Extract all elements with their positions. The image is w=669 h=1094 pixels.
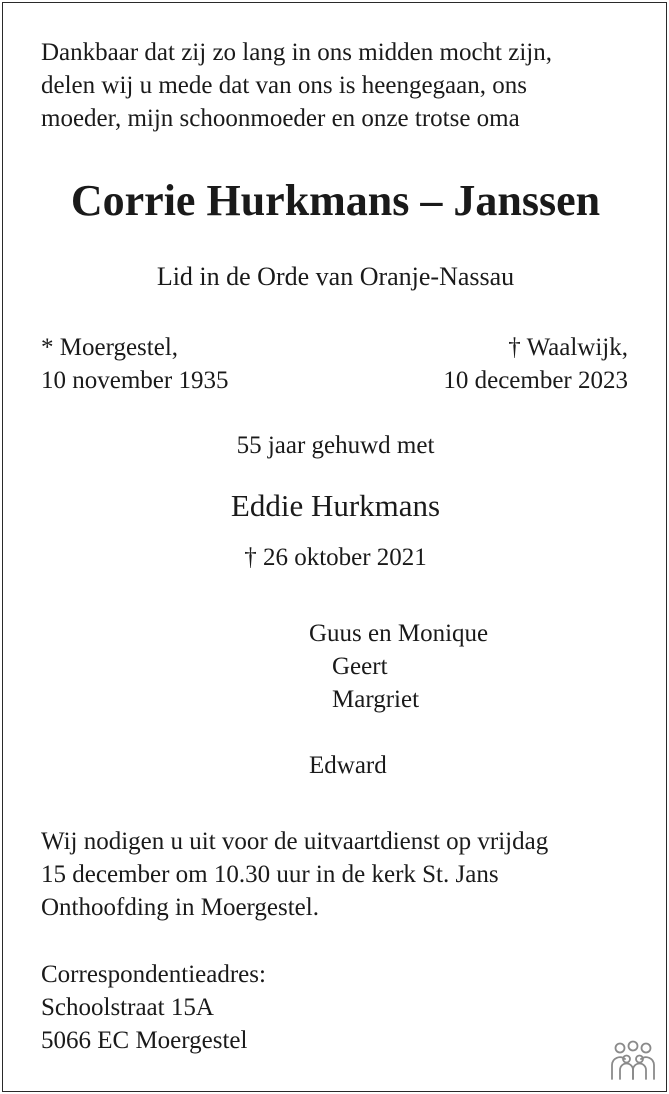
- intro-text: [41, 36, 552, 135]
- family-couple: Guus en Monique: [309, 620, 489, 647]
- birth-place: * Moergestel,: [41, 334, 179, 361]
- intro-line: moeder, mijn schoonmoeder en onze trotse oma: [41, 105, 520, 132]
- spouse-death-date: † 26 oktober 2021: [244, 544, 427, 571]
- address-street: Schoolstraat 15A: [41, 994, 214, 1021]
- death-date: 10 december 2023: [443, 367, 628, 394]
- correspondence-address: [41, 958, 266, 1057]
- intro-line: delen wij u mede dat van ons is heengegaan, ons: [41, 72, 527, 99]
- intro-line: Dankbaar dat zij zo lang in ons midden mocht zijn,: [41, 39, 552, 66]
- family-list: [309, 617, 488, 782]
- address-postal-city: 5066 EC Moergestel: [41, 1027, 248, 1054]
- married-text: 55 jaar gehuwd met: [236, 432, 435, 459]
- family-spacer: [309, 716, 488, 749]
- birth-info: [41, 331, 228, 397]
- service-line: Onthoofding in Moergestel.: [41, 894, 319, 921]
- deceased-name: Corrie Hurkmans – Janssen: [70, 176, 601, 225]
- service-line: 15 december om 10.30 uur in de kerk St. Jans: [41, 861, 499, 888]
- death-info: [443, 331, 628, 397]
- service-line: Wij nodigen u uit voor de uitvaartdienst op vrijdag: [41, 828, 549, 855]
- obituary-card: [2, 2, 667, 1092]
- spouse-name: Eddie Hurkmans: [230, 488, 441, 523]
- grandchild-name: Margriet: [332, 686, 420, 713]
- family-single: Edward: [309, 752, 387, 779]
- service-info: [41, 825, 548, 924]
- distinction-text: Lid in de Orde van Oranje-Nassau: [156, 262, 515, 291]
- correspondence-label: Correspondentieadres:: [41, 961, 266, 988]
- grandchild-name: Geert: [332, 653, 388, 680]
- death-place: † Waalwijk,: [508, 334, 628, 361]
- birth-date: 10 november 1935: [41, 367, 229, 394]
- family-people-icon: [608, 1039, 658, 1083]
